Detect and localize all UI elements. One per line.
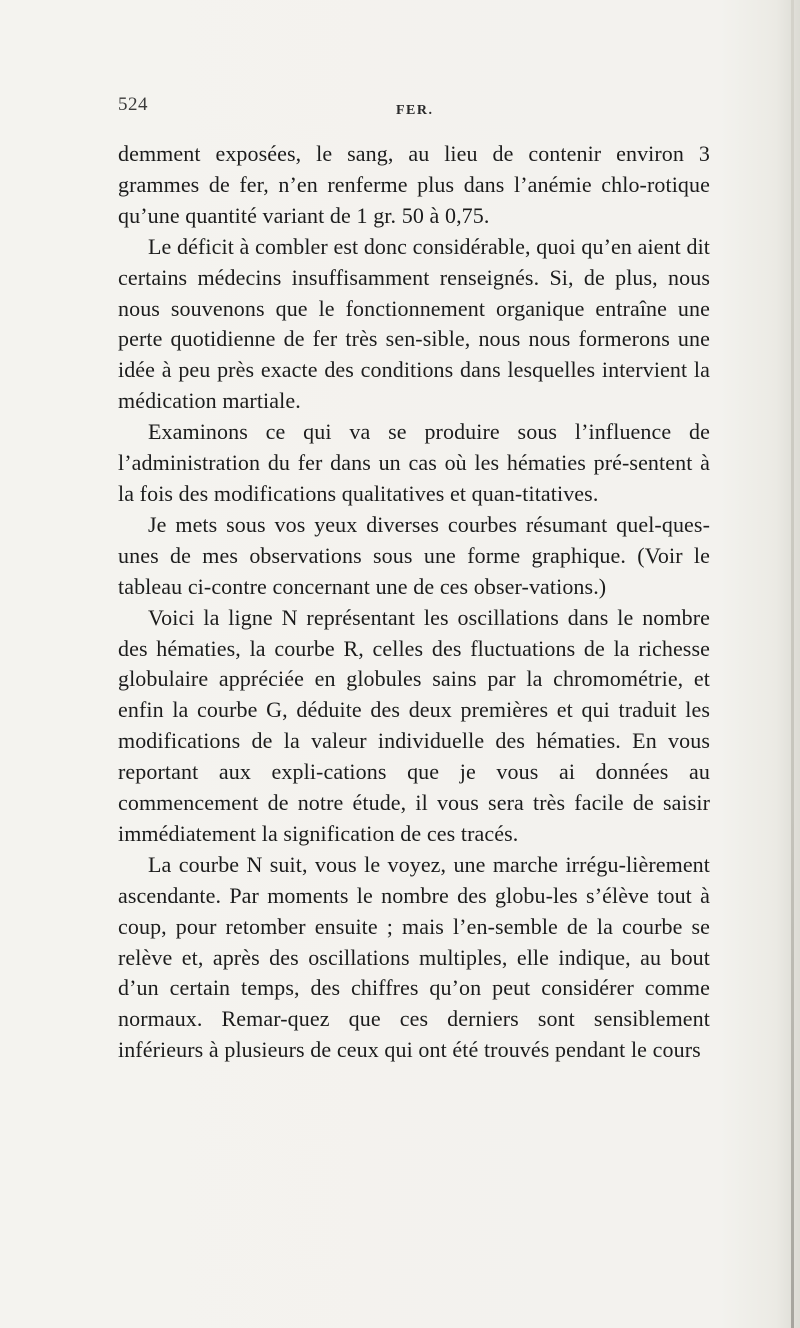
paragraph-courbe-n: La courbe N suit, vous le voyez, une marche irrégu-lièrement ascendante. Par moments le nombre des globu-les s’élève tout à coup, pour retomber ensuite ; mais l’en-semble de la courbe se relève et, après des oscillations multiples, elle indique, au bout d’un certain temps, des chiffres qu’on peut considérer comme normaux. Remar-quez que ces derniers sont sensiblement inférieurs à plusieurs de ceux qui ont été trouvés pendant le cours <box>118 851 710 1063</box>
paragraph-courbes: Je mets sous vos yeux diverses courbes résumant quel-ques-unes de mes observations sous une forme graphique. (Voir le tableau ci-contre concernant une de ces obser-vations.) <box>118 511 710 599</box>
running-head: FER. <box>396 103 434 118</box>
paragraph-continuation: demment exposées, le sang, au lieu de contenir environ 3 grammes de fer, n’en renferme plus dans l’anémie chlo-rotique qu’une quantité variant de 1 gr. 50 à 0,75. <box>118 141 710 228</box>
page-edge-shadow <box>791 0 794 1328</box>
page-number: 524 <box>118 94 148 115</box>
body-text <box>118 139 710 1066</box>
paragraph-ligne-n: Voici la ligne N représentant les oscillations dans le nombre des hématies, la courbe R, celles des fluctuations de la richesse globulaire appréciée en globules sains par la chromométrie, et enfin la courbe G, déduite des deux premières et qui traduit les modifications de la valeur individuelle des hématies. En vous reportant aux expli-cations que je vous ai données au commencement de notre étude, il vous sera très facile de saisir immédiatement la signification de ces tracés. <box>118 604 710 846</box>
paragraph-examinons: Examinons ce qui va se produire sous l’influence de l’administration du fer dans un cas où les hématies pré-sentent à la fois des modifications qualitatives et quan-titatives. <box>118 419 710 506</box>
paragraph-deficit: Le déficit à combler est donc considérable, quoi qu’en aient dit certains médecins insuffisamment renseignés. Si, de plus, nous nous souvenons que le fonctionnement organique entraîne une perte quotidienne de fer très sen-sible, nous nous formerons une idée à peu près exacte des conditions dans lesquelles intervient la médication martiale. <box>118 233 710 414</box>
